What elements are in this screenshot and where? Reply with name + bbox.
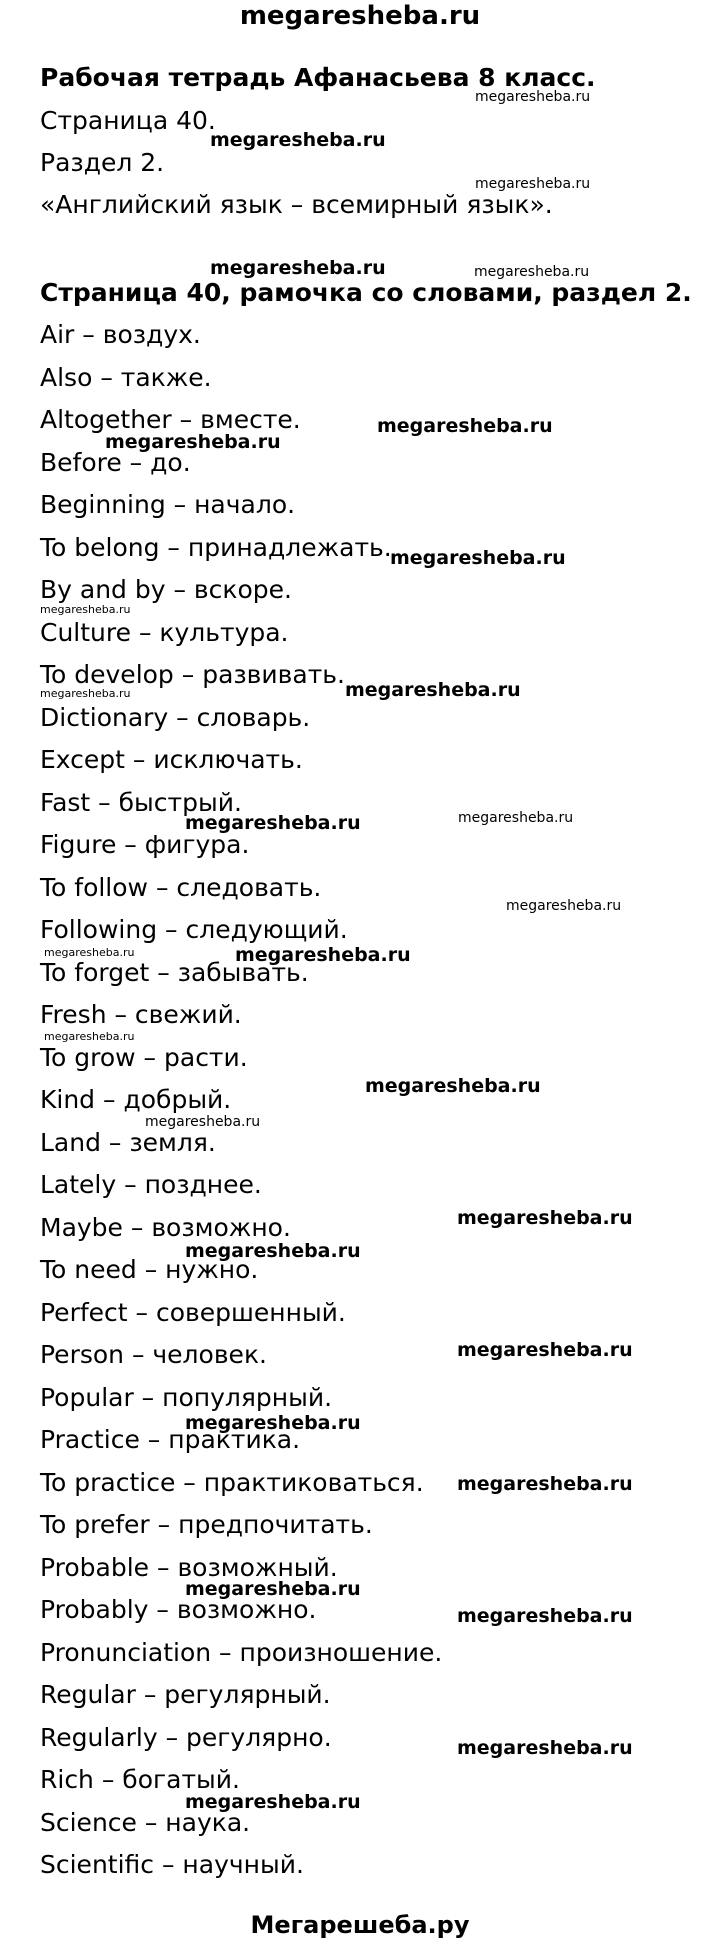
vocab-item: Following – следующий.	[40, 915, 348, 944]
vocab-item: Maybe – возможно.	[40, 1213, 291, 1242]
vocab-item: Probable – возможный.	[40, 1553, 338, 1582]
watermark: megaresheba.ru	[185, 1240, 361, 1262]
site-footer: Мегарешеба.ру	[250, 1911, 470, 1939]
watermark: megaresheba.ru	[475, 176, 591, 192]
vocab-item: Person – человек.	[40, 1340, 267, 1369]
watermark: megaresheba.ru	[185, 1791, 361, 1813]
doc-title: Рабочая тетрадь Афанасьева 8 класс.	[40, 63, 596, 92]
vocab-item: Air – воздух.	[40, 320, 201, 349]
watermark: megaresheba.ru	[457, 1473, 633, 1495]
vocab-item: Popular – популярный.	[40, 1383, 333, 1412]
vocab-item: Lately – позднее.	[40, 1170, 262, 1199]
section-heading: Страница 40, рамочка со словами, раздел 2.	[40, 278, 692, 307]
watermark: megaresheba.ru	[235, 944, 411, 966]
watermark: megaresheba.ru	[457, 1339, 633, 1361]
watermark: megaresheba.ru	[475, 89, 591, 105]
vocab-item: Also – также.	[40, 363, 212, 392]
vocab-item: Fresh – свежий.	[40, 1000, 242, 1029]
watermark: megaresheba.ru	[40, 603, 131, 616]
vocab-item: Pronunciation – произношение.	[40, 1638, 443, 1667]
watermark: megaresheba.ru	[457, 1605, 633, 1627]
vocab-item: To practice – практиковаться.	[40, 1468, 424, 1497]
vocab-item: Except – исключать.	[40, 745, 303, 774]
watermark: megaresheba.ru	[506, 898, 622, 914]
watermark: megaresheba.ru	[40, 687, 131, 700]
watermark: megaresheba.ru	[458, 810, 574, 826]
watermark: megaresheba.ru	[390, 547, 566, 569]
vocab-item: Kind – добрый.	[40, 1085, 232, 1114]
site-header: megaresheba.ru	[239, 1, 481, 31]
watermark: megaresheba.ru	[474, 264, 590, 280]
vocab-item: To forget – забывать.	[40, 958, 309, 987]
vocab-item: To belong – принадлежать.	[40, 533, 392, 562]
vocab-item: To develop – развивать.	[40, 660, 345, 689]
watermark: megaresheba.ru	[105, 431, 281, 453]
vocab-item: By and by – вскоре.	[40, 575, 293, 604]
watermark: megaresheba.ru	[457, 1737, 633, 1759]
vocab-item: Regularly – регулярно.	[40, 1723, 332, 1752]
watermark: megaresheba.ru	[345, 679, 521, 701]
vocab-item: Before – до.	[40, 448, 191, 477]
watermark: megaresheba.ru	[145, 1114, 261, 1130]
vocab-item: Probably – возможно.	[40, 1595, 317, 1624]
vocab-item: Figure – фигура.	[40, 830, 250, 859]
watermark: megaresheba.ru	[457, 1207, 633, 1229]
section-line: Раздел 2.	[40, 148, 165, 177]
vocab-item: Culture – культура.	[40, 618, 289, 647]
vocab-item: Regular – регулярный.	[40, 1680, 331, 1709]
page-number-line: Страница 40.	[40, 106, 216, 135]
vocab-item: Beginning – начало.	[40, 490, 296, 519]
vocab-item: Scientific – научный.	[40, 1850, 304, 1879]
watermark: megaresheba.ru	[210, 129, 386, 151]
vocab-item: Altogether – вместе.	[40, 405, 301, 434]
topic-line: «Английский язык – всемирный язык».	[40, 190, 553, 219]
vocab-item: To need – нужно.	[40, 1255, 259, 1284]
vocab-item: To prefer – предпочитать.	[40, 1510, 373, 1539]
vocab-item: Rich – богатый.	[40, 1765, 240, 1794]
watermark: megaresheba.ru	[44, 1030, 135, 1043]
watermark: megaresheba.ru	[185, 812, 361, 834]
vocab-item: Dictionary – словарь.	[40, 703, 311, 732]
vocab-item: Land – земля.	[40, 1128, 216, 1157]
vocab-item: Fast – быстрый.	[40, 788, 242, 817]
watermark: megaresheba.ru	[185, 1578, 361, 1600]
watermark: megaresheba.ru	[44, 946, 135, 959]
watermark: megaresheba.ru	[377, 415, 553, 437]
vocab-item: To grow – расти.	[40, 1043, 248, 1072]
watermark: megaresheba.ru	[365, 1075, 541, 1097]
watermark: megaresheba.ru	[210, 257, 386, 279]
vocab-item: Perfect – совершенный.	[40, 1298, 346, 1327]
vocab-item: To follow – следовать.	[40, 873, 322, 902]
vocab-item: Practice – практика.	[40, 1425, 301, 1454]
vocab-item: Science – наука.	[40, 1808, 251, 1837]
watermark: megaresheba.ru	[185, 1412, 361, 1434]
